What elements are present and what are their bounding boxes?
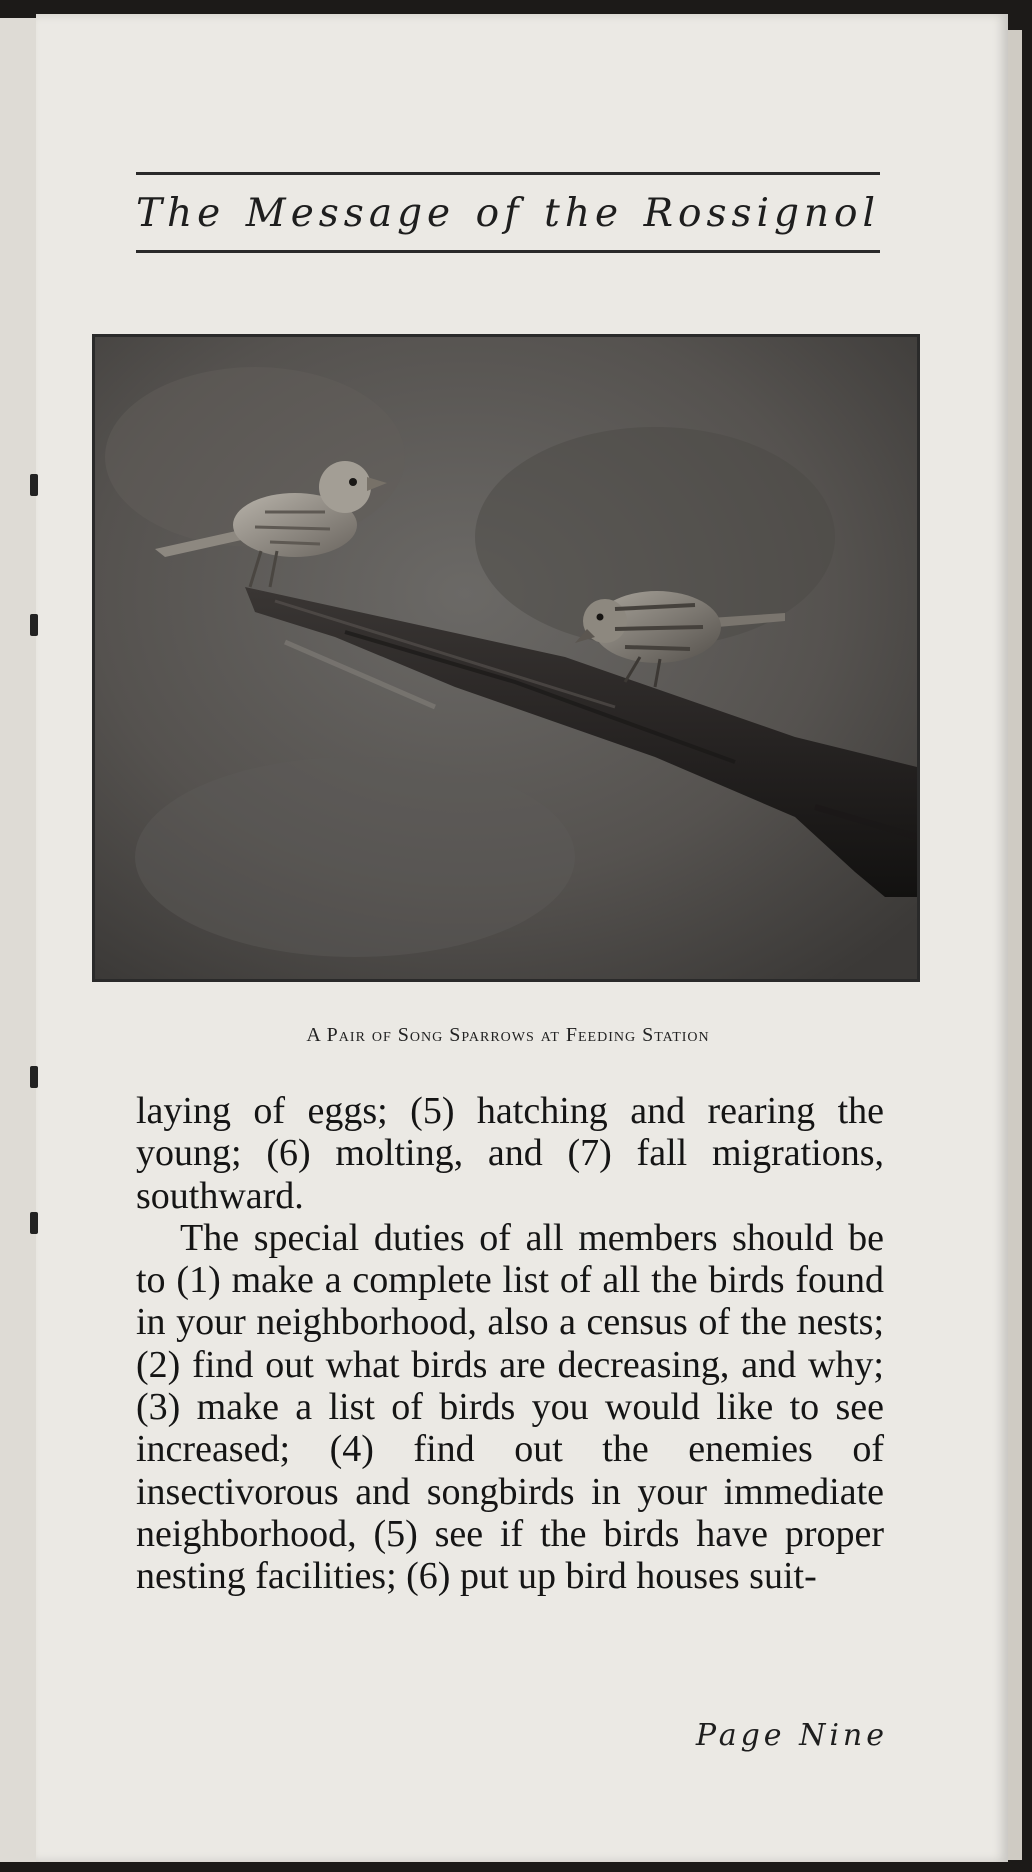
paragraph: The special duties of all members should be to (1) make a complete list of all the birds found in your neighborhood, also a census of the nests; (2) find out what birds are decreasing, and why; (3) make a list of birds you would like to see increased; (4) find out the enemies of insectivorous and songbirds in your immediate neighborhood, (5) see if the birds have proper nesting facilities; (6) put up bird houses suit- bbox=[136, 1216, 884, 1598]
left-page-edge bbox=[0, 18, 38, 1862]
photo-plate bbox=[92, 334, 920, 982]
binding-mark bbox=[30, 1066, 38, 1088]
binding-mark bbox=[30, 1212, 38, 1234]
page-number: Page Nine bbox=[695, 1718, 888, 1753]
binding-mark bbox=[30, 474, 38, 496]
paragraph: laying of eggs; (5) hatching and rearing the young; (6) molting, and (7) fall migrations, southward. bbox=[136, 1090, 884, 1217]
song-sparrows-photo bbox=[95, 337, 917, 979]
running-head: The Message of the Rossignol bbox=[136, 191, 880, 236]
figure-caption: A Pair of Song Sparrows at Feeding Station bbox=[306, 1024, 710, 1046]
header-rule-bottom bbox=[136, 250, 880, 253]
binding-mark bbox=[30, 614, 38, 636]
right-page-edge bbox=[1008, 30, 1022, 1860]
header-rule-top bbox=[136, 172, 880, 175]
body-text bbox=[136, 1090, 884, 1598]
